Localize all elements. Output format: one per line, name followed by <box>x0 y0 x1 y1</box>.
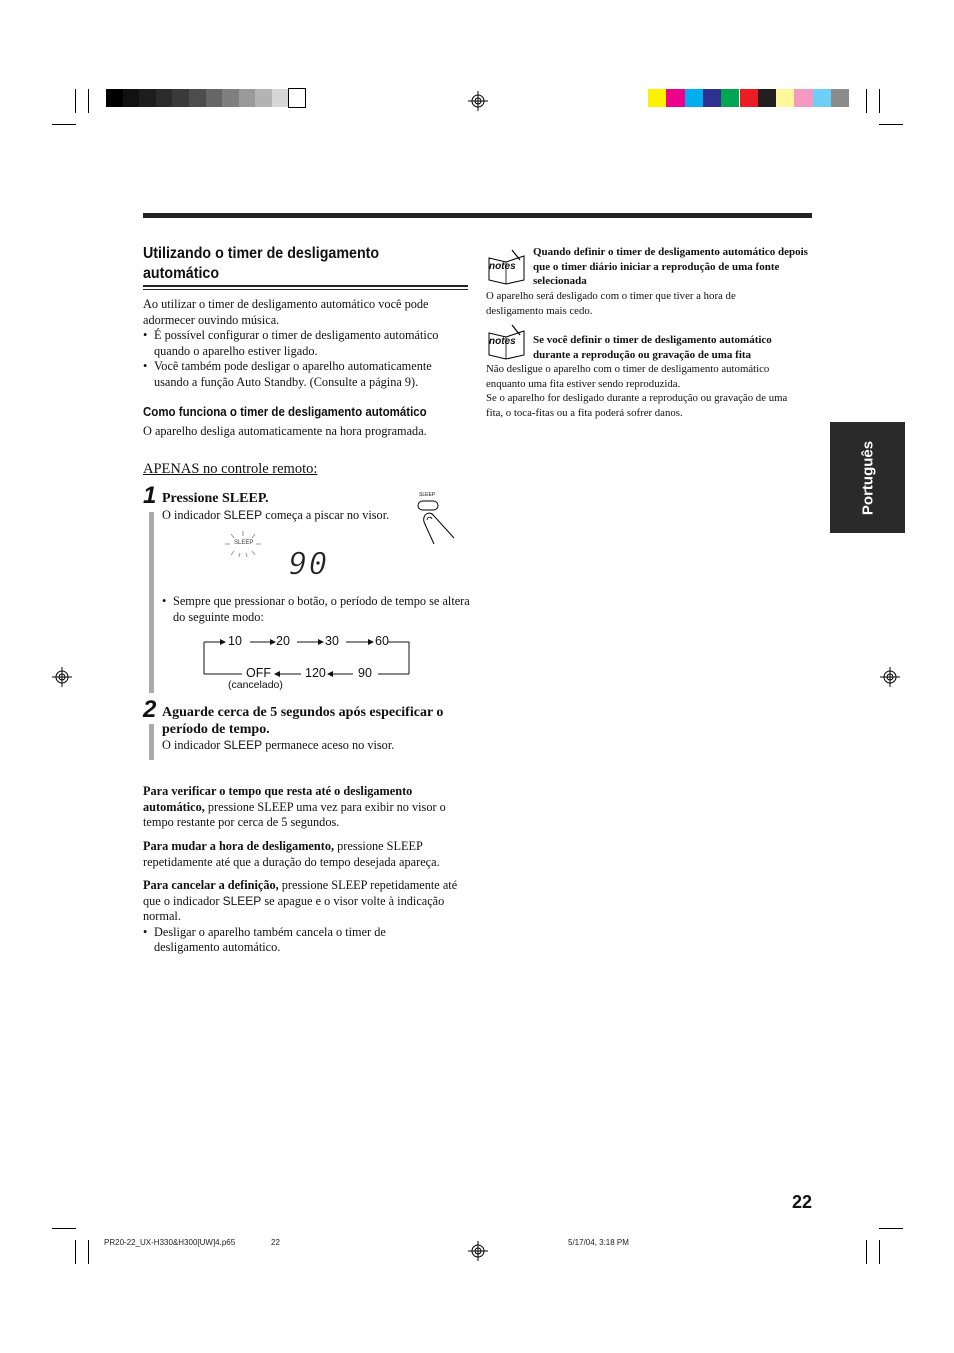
calibration-swatch <box>740 89 758 107</box>
calibration-swatch <box>239 89 256 107</box>
calibration-swatch <box>721 89 739 107</box>
tip-text: pressione SLEEP uma vez para exibir no visor o tempo restante por cerca de 5 segundos. <box>143 799 446 830</box>
calibration-swatch <box>813 89 831 107</box>
tip-check-remaining <box>143 784 468 831</box>
calibration-swatch <box>685 89 703 107</box>
crop-mark <box>75 89 76 113</box>
calibration-swatch <box>758 89 776 107</box>
step-1-number: 1 <box>143 482 157 509</box>
registration-mark-icon <box>468 91 488 111</box>
calibration-swatch <box>106 89 123 107</box>
sleep-indicator-label: SLEEP <box>223 508 263 522</box>
time-sequence-diagram <box>200 630 415 700</box>
calibration-swatch <box>206 89 223 107</box>
how-it-works-text: O aparelho desliga automaticamente na hora programada. <box>143 424 427 438</box>
step-2-desc-before: O indicador <box>162 738 224 752</box>
sleep-indicator-label: SLEEP <box>222 893 262 908</box>
calibration-swatch <box>648 89 666 107</box>
calibration-swatch <box>776 89 794 107</box>
calibration-swatch <box>222 89 239 107</box>
tip-text: pressione SLEEP repetidamente até que o indicador <box>143 878 458 908</box>
crop-mark <box>879 1228 903 1229</box>
tip-bullet: • Desligar o aparelho também cancela o timer de desligamento automático. <box>143 925 409 956</box>
how-it-works-heading: Como funciona o timer de desligamento automático <box>143 405 427 419</box>
note-body-line: Se o aparelho for desligado durante a reprodução ou gravação de uma fita, o toca-fitas ou a fita poderá sofrer danos. <box>486 392 788 419</box>
calibration-swatch <box>156 89 173 107</box>
crop-mark <box>879 89 880 113</box>
step-2-desc <box>162 738 462 754</box>
step-1-bullet: • Sempre que pressionar o botão, o período de tempo se altera do seguinte modo: <box>162 594 473 625</box>
sequence-value: OFF <box>246 666 271 680</box>
crop-mark <box>52 1228 76 1229</box>
section-title-rule <box>143 289 468 290</box>
footer-date: 5/17/04, 3:18 PM <box>568 1238 629 1247</box>
off-note: (cancelado) <box>228 679 283 691</box>
crop-mark <box>866 89 867 113</box>
crop-mark <box>88 89 89 113</box>
crop-mark <box>52 124 76 125</box>
footer-file: PR20-22_UX-H330&H300[UW]4.p65 <box>104 1238 236 1247</box>
step-2-bar <box>149 724 154 760</box>
note-body-line: Não desligue o aparelho com o timer de desligamento automático enquanto uma fita estiver sendo reproduzida. <box>486 363 770 390</box>
tip-change-time <box>143 839 468 870</box>
step-1-title: Pressione SLEEP. <box>162 491 269 506</box>
calibration-swatch <box>255 89 272 107</box>
section-bullet: • Você também pode desligar o aparelho automaticamente usando a função Auto Standby. (Consulte a página 9). <box>143 359 468 390</box>
display-sleep-indicator: SLEEP <box>234 540 254 546</box>
step-1-bar <box>149 512 154 693</box>
page-number: 22 <box>791 1192 812 1212</box>
calibration-swatch <box>189 89 206 107</box>
crop-mark <box>866 1240 867 1264</box>
calibration-swatch <box>172 89 189 107</box>
tip-text: pressione SLEEP repetidamente até que a duração do tempo desejada apareça. <box>143 839 440 869</box>
calibration-swatch <box>703 89 721 107</box>
crop-mark <box>879 1240 880 1264</box>
calibration-swatch <box>831 89 849 107</box>
remote-only-heading: APENAS no controle remoto: <box>143 461 318 477</box>
calibration-swatch <box>289 89 306 107</box>
step-1-desc-after: começa a piscar no visor. <box>262 508 390 522</box>
note-body <box>486 362 801 420</box>
registration-mark-icon <box>880 667 900 687</box>
note-title: Quando definir o timer de desligamento automático depois que o timer diário iniciar a reprodução de uma fonte selecionada <box>533 246 808 287</box>
tip-cancel <box>143 878 468 956</box>
calibration-swatch <box>794 89 812 107</box>
footer-page: 22 <box>271 1238 280 1247</box>
tip-lead: Para cancelar a definição, <box>143 878 279 892</box>
tip-lead: Para mudar a hora de desligamento, <box>143 839 335 853</box>
notes-icon-label: notes <box>489 261 516 272</box>
section-title-rule <box>143 285 468 287</box>
section-title: Utilizando o timer de desligamento automático <box>143 245 380 282</box>
sequence-value: 30 <box>325 634 339 648</box>
language-side-tab-label: Português <box>859 440 876 515</box>
step-2-desc-after: permanece aceso no visor. <box>262 738 395 752</box>
step-2-number: 2 <box>143 696 157 723</box>
section-bullet: • É possível configurar o timer de desligamento automático quando o aparelho estiver ligado. <box>143 328 468 359</box>
step-2-title: Aguarde cerca de 5 segundos após especificar o período de tempo. <box>162 705 444 737</box>
calibration-swatch <box>139 89 156 107</box>
header-rule <box>143 213 812 218</box>
calibration-swatch <box>666 89 684 107</box>
sequence-value: 60 <box>375 634 389 648</box>
section-intro-block <box>143 297 468 391</box>
crop-mark <box>879 124 903 125</box>
registration-mark-icon <box>52 667 72 687</box>
note-body: O aparelho será desligado com o timer que tiver a hora de desligamento mais cedo. <box>486 290 736 317</box>
crop-mark <box>75 1240 76 1264</box>
tip-text: se apague e o visor volte à indicação normal. <box>143 893 445 924</box>
registration-mark-icon <box>468 1241 488 1261</box>
language-side-tab <box>830 422 905 533</box>
finger-press-icon <box>410 500 460 546</box>
sleep-button-label: SLEEP <box>419 492 436 498</box>
display-time-value: 90 <box>289 547 330 582</box>
note-title: Se você definir o timer de desligamento automático durante a reprodução ou gravação de uma fita <box>533 334 772 361</box>
step-1-desc <box>162 508 432 524</box>
step-1-desc-before: O indicador <box>162 508 224 522</box>
sleep-indicator-label: SLEEP <box>223 738 263 752</box>
sequence-value: 120 <box>305 666 326 680</box>
sequence-value: 90 <box>358 666 372 680</box>
tip-lead: Para verificar o tempo que resta até o desligamento automático, <box>143 784 413 814</box>
sequence-value: 10 <box>228 634 242 648</box>
crop-mark <box>88 1240 89 1264</box>
section-intro: Ao utilizar o timer de desligamento automático você pode adormecer ouvindo música. <box>143 297 429 327</box>
calibration-swatch <box>123 89 140 107</box>
notes-icon-label: notes <box>489 336 516 347</box>
sequence-value: 20 <box>276 634 290 648</box>
calibration-swatch <box>272 89 289 107</box>
